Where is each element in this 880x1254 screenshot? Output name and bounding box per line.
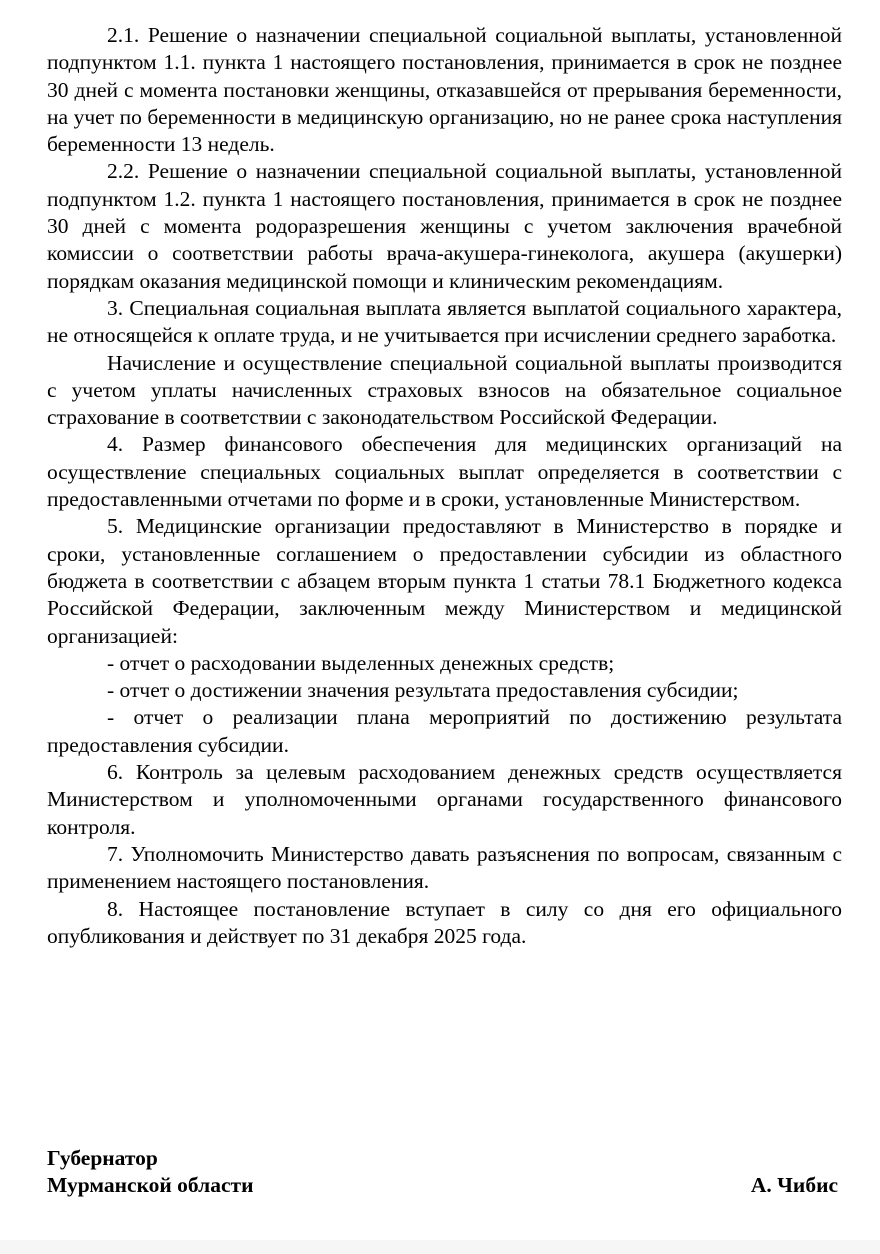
list-item-report-result: - отчет о достижении значения результата предоставления субсидии; xyxy=(107,678,739,703)
list-item-report-plan: - отчет о реализации плана мероприятий по достижению результата предоставления субсидии. xyxy=(47,705,842,757)
document-body xyxy=(47,22,842,950)
signatory-name: А. Чибис xyxy=(750,1173,838,1198)
signature-row xyxy=(47,1172,838,1199)
paragraph-5: 5. Медицинские организации предоставляют в Министерство в порядке и сроки, установленные соглашением о предоставлении субсидии из областного бюджета в соответствии с абзацем вторым пункта 1 статьи 78.1 Бюджетного кодекса Российской Федерации, заключенным между Министерством и медицинской организацией: xyxy=(47,514,842,648)
paragraph-6: 6. Контроль за целевым расходованием денежных средств осуществляется Министерством и уполномоченными органами государственного финансового контроля. xyxy=(47,760,842,839)
paragraph-3-accrual: Начисление и осуществление специальной социальной выплаты производится с учетом уплаты начисленных страховых взносов на обязательное социальное страхование в соответствии с законодательством Российской Федерации. xyxy=(47,350,842,430)
page-bottom-edge xyxy=(0,1240,880,1254)
paragraph-3: 3. Специальная социальная выплата является выплатой социального характера, не относящейся к оплате труда, и не учитывается при исчислении среднего заработка. xyxy=(47,295,842,348)
paragraph-8: 8. Настоящее постановление вступает в силу со дня его официального опубликования и действует по 31 декабря 2025 года. xyxy=(47,896,842,948)
signature-title-line1: Губернатор xyxy=(47,1146,158,1170)
list-item-report-spending: - отчет о расходовании выделенных денежных средств; xyxy=(107,650,615,675)
paragraph-2-2: 2.2. Решение о назначении специальной социальной выплаты, установленной подпунктом 1.2. пункта 1 настоящего постановления, принимается в срок не позднее 30 дней с момента родоразрешения женщины с учетом заключения врачебной комиссии о соответствии работы врача-акушера-гинеколога, акушера (акушерки) порядкам оказания медицинской помощи и клиническим рекомендациям. xyxy=(47,159,842,293)
signature-title-line2: Мурманской области xyxy=(47,1173,254,1198)
paragraph-2-1: 2.1. Решение о назначении специальной социальной выплаты, установленной подпунктом 1.1. пункта 1 настоящего постановления, принимается в срок не позднее 30 дней с момента постановки женщины, отказавшейся от прерывания беременности, на учет по беременности в медицинскую организацию, но не ранее срока наступления беременности 13 недель. xyxy=(47,23,842,157)
signature-block xyxy=(47,1145,838,1200)
paragraph-7: 7. Уполномочить Министерство давать разъяснения по вопросам, связанным с применением настоящего постановления. xyxy=(47,841,842,894)
paragraph-4: 4. Размер финансового обеспечения для медицинских организаций на осуществление специальных социальных выплат определяется в соответствии с предоставленными отчетами по форме и в сроки, установленные Министерством. xyxy=(47,432,842,512)
